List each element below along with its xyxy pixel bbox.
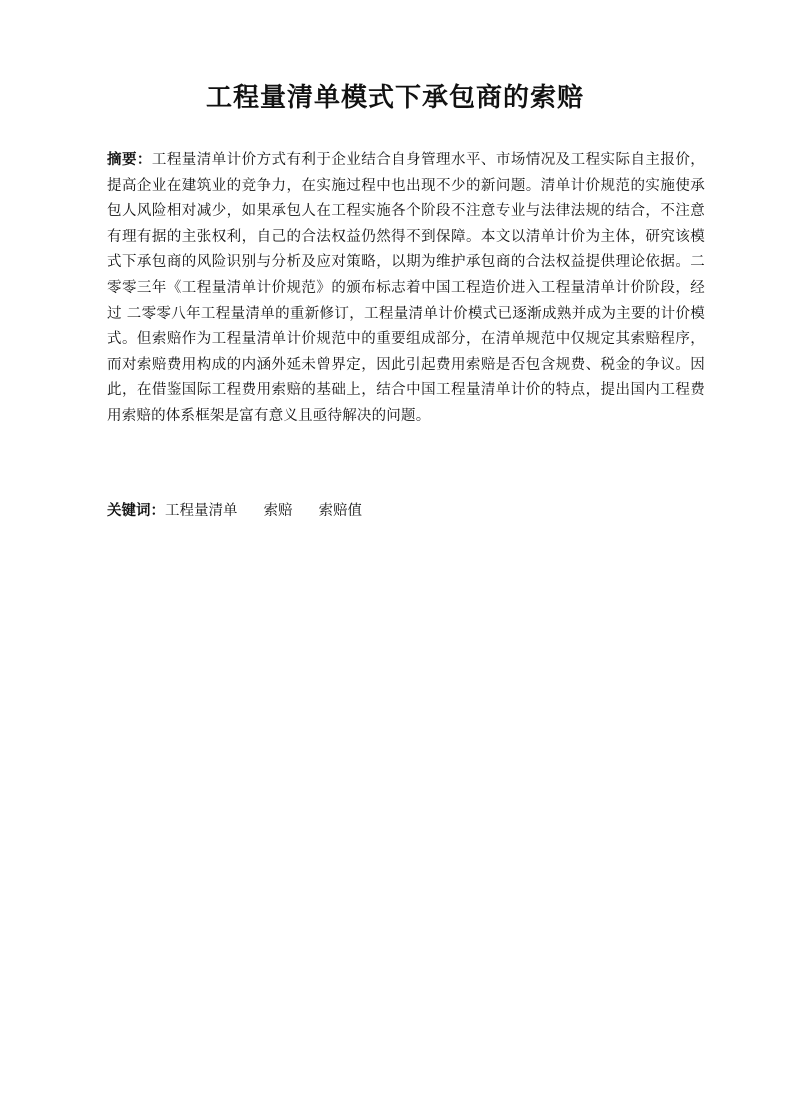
keywords-label: 关键词： xyxy=(107,503,165,519)
keyword-item: 索赔值 xyxy=(318,503,362,519)
abstract-text: 工程量清单计价方式有利于企业结合自身管理水平、市场情况及工程实际自主报价，提高企业在建筑业的竞争力，在实施过程中也出现不少的新问题。清单计价规范的实施使承包人风险相对减少，如果承包人在工程实施各个阶段不注意专业与法律法规的结合，不注意有理有据的主张权利，自己的合法权益仍然得不到保障。本文以清单计价为主体，研究该模式下承包商的风险识别与分析及应对策略，以期为维护承包商的合法权益提供理论依据。二零零三年《工程量清单计价规范》的颁布标志着中国工程造价进入工程量清单计价阶段，经过 二零零八年工程量清单的重新修订，工程量清单计价模式已逐渐成熟并成为主要的计价模式。但索赔作为工程量清单计价规范中的重要组成部分，在清单规范中仅规定其索赔程序，而对索赔费用构成的内涵外延未曾界定，因此引起费用索赔是否包含规费、税金的争议。因此，在借鉴国际工程费用索赔的基础上，结合中国工程量清单计价的特点，提出国内工程费用索赔的体系框架是富有意义且亟待解决的问题。 xyxy=(107,152,705,424)
keyword-item: 索赔 xyxy=(263,503,293,519)
abstract-label: 摘要： xyxy=(107,152,152,168)
abstract-paragraph xyxy=(107,148,705,430)
keyword-item: 工程量清单 xyxy=(165,503,238,519)
page-title: 工程量清单模式下承包商的索赔 xyxy=(205,83,584,113)
keywords-line xyxy=(107,499,705,525)
